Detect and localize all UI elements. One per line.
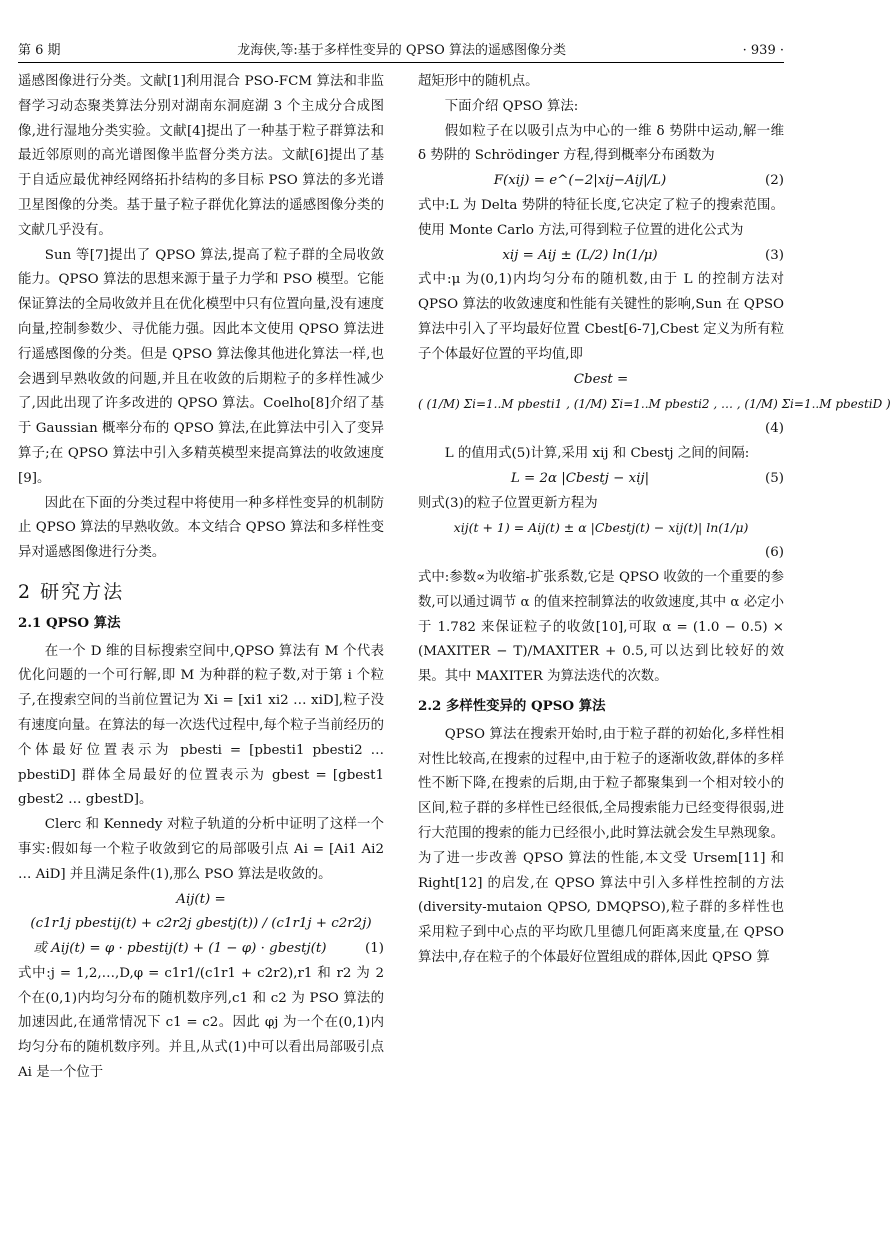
- paragraph: 式中:L 为 Delta 势阱的特征长度,它决定了粒子的搜索范围。使用 Monte Carlo 方法,可得到粒子位置的进化公式为: [418, 197, 784, 238]
- equation-number: (5): [765, 470, 784, 486]
- paragraph: L 的值用式(5)计算,采用 xij 和 Cbestj 之间的间隔:: [444, 445, 750, 461]
- equation-body: F(xij) = e^(−2|xij−Aij|/L): [493, 173, 667, 189]
- paragraph: 式中:j = 1,2,…,D,φ = c1r1/(c1r1 + c2r2),r1 和 r2 为 2 个在(0,1)内均匀分布的随机数序列,c1 和 c2 为 PSO 算法的加速因此,在通常情况下 c1 = c2。因此 φj 为一个在(0,1)内均匀分布的随机数序列。并且,从式(1)中可以看出局部吸引点 Ai 是一个位于: [18, 965, 384, 1081]
- paragraph: 在一个 D 维的目标搜索空间中,QPSO 算法有 M 个代表优化问题的一个可行解,即 M 为种群的粒子数,对于第 i 个粒子,在搜索空间的当前位置记为 Xi = [xi1 xi2 … xiD],粒子没有速度向量。在算法的每一次迭代过程中,每个粒子当前经历的个体最好位置表示为 pbesti = [pbesti1 pbesti2 … pbestiD] 群体全局最好的位置表示为 gbest = [gbest1 gbest2 … gbestD]。: [18, 643, 384, 808]
- paragraph: 下面介绍 QPSO 算法:: [444, 98, 579, 114]
- right-column: [418, 70, 891, 971]
- equation-1-line-2: (c1r1j pbestij(t) + c2r2j gbestj(t)) / (c1r1j + c2r2j): [30, 916, 372, 932]
- page-number: · 939 ·: [742, 43, 784, 58]
- paragraph: 遥感图像进行分类。文献[1]利用混合 PSO-FCM 算法和非监督学习动态聚类算法分别对湖南东洞庭湖 3 个主成分合成图像,进行湿地分类实验。文献[4]提出了一种基于粒子群算法和最近邻原则的高光谱图像半监督分类方法。文献[6]提出了基于自适应最优神经网络拓扑结构的多目标 PSO 算法的多光谱卫星图像的分类。基于量子粒子群优化算法的遥感图像分类的文献几乎没有。: [18, 74, 384, 238]
- equation-number: (3): [765, 247, 784, 263]
- equation-5: [418, 467, 784, 492]
- paragraph: 超矩形中的随机点。: [418, 74, 539, 89]
- equation-body: L = 2α |Cbestj − xij|: [510, 470, 650, 486]
- paragraph: QPSO 算法在搜索开始时,由于粒子群的初始化,多样性相对性比较高,在搜索的过程中,由于粒子的逐渐收敛,群体的多样性不断下降,在搜索的后期,由于粒子都聚集到一个相对较小的区间,粒子群的多样性已经很低,全局搜索能力已经变得很弱,进行大范围的搜索的能力已经很小,此时算法就会发生早熟现象。为了进一步改善 QPSO 算法的性能,本文受 Ursem[11] 和 Right[12] 的启发,在 QPSO 算法中引入多样性控制的方法(diversity-mutaion QPSO, DMQPSO),粒子群的多样性也采用粒子到中心点的平均欧几里德几何距离来度量,在 QPSO 算法中,存在粒子的个体最好位置组成的群体,因此 QPSO 算: [418, 726, 784, 965]
- equation-number: (6): [765, 545, 784, 561]
- equation-2: [418, 169, 784, 194]
- equation-number: (2): [765, 173, 784, 189]
- subsection-heading: 2.2 多样性变异的 QPSO 算法: [418, 697, 606, 714]
- left-column: [18, 70, 384, 1086]
- paragraph: 式中:参数∝为收缩-扩张系数,它是 QPSO 收敛的一个重要的参数,可以通过调节 α 的值来控制算法的收敛速度,其中 α 必定小于 1.782 来保证粒子的收敛[10],可取 α = (1.0 − 0.5) × (MAXITER − T)/MAXITER + 0.5,可以达到比较好的效果。其中 MAXITER 为算法迭代的次数。: [418, 569, 784, 685]
- section-heading: 2 研究方法: [18, 580, 125, 603]
- equation-4-line-2: ( (1/M) Σi=1..M pbesti1 , (1/M) Σi=1..M pbesti2 , … , (1/M) Σi=1..M pbestiD ): [418, 397, 891, 412]
- equation-1-line-1: Aij(t) =: [176, 891, 226, 907]
- equation-4-line-1: Cbest =: [573, 371, 629, 387]
- paragraph: Sun 等[7]提出了 QPSO 算法,提高了粒子群的全局收敛能力。QPSO 算法的思想来源于量子力学和 PSO 模型。它能保证算法的全局收敛并且在优化模型中只有位置向量,没有速度向量,控制参数少、寻优能力强。因此本文使用 QPSO 算法进行遥感图像的分类。但是 QPSO 算法像其他进化算法一样,也会遇到早熟收敛的问题,并且在收敛的后期粒子的多样性减少了,因此出现了许多改进的 QPSO 算法。Coelho[8]介绍了基于 Gaussian 概率分布的 QPSO 算法,在此算法中引入了变异算子;在 QPSO 算法中引入多精英模型来提高算法的收敛速度[9]。: [18, 247, 384, 486]
- equation-3: [418, 244, 784, 269]
- issue-number: 第 6 期: [18, 43, 61, 58]
- running-title: 龙海侠,等:基于多样性变异的 QPSO 算法的遥感图像分类: [237, 43, 566, 58]
- running-header: [18, 34, 784, 63]
- equation-body: xij = Aij ± (L/2) ln(1/μ): [502, 247, 658, 263]
- paragraph: 式中:μ 为(0,1)内均匀分布的随机数,由于 L 的控制方法对 QPSO 算法的收敛速度和性能有关键性的影响,Sun 在 QPSO 算法中引入了平均最好位置 Cbest[6-7],Cbest 定义为所有粒子个体最好位置的平均值,即: [418, 272, 784, 362]
- paragraph: 则式(3)的粒子位置更新方程为: [418, 495, 598, 511]
- equation-number: (4): [765, 421, 784, 437]
- paragraph: 假如粒子在以吸引点为中心的一维 δ 势阱中运动,解一维 δ 势阱的 Schrödinger 方程,得到概率分布函数为: [418, 123, 784, 164]
- equation-number: (1): [365, 941, 384, 957]
- paragraph: 因此在下面的分类过程中将使用一种多样性变异的机制防止 QPSO 算法的早熟收敛。本文结合 QPSO 算法和多样性变异对遥感图像进行分类。: [18, 495, 384, 561]
- subsection-heading: 2.1 QPSO 算法: [18, 614, 121, 631]
- paragraph: Clerc 和 Kennedy 对粒子轨道的分析中证明了这样一个事实:假如每一个粒子收敛到它的局部吸引点 Ai = [Ai1 Ai2 … AiD] 并且满足条件(1),那么 PSO 算法是收敛的。: [18, 817, 384, 882]
- equation-1-line-3: [18, 937, 384, 962]
- equation-6: xij(t + 1) = Aij(t) ± α |Cbestj(t) − xij(t)| ln(1/μ): [453, 520, 749, 536]
- equation-body: 或 Aij(t) = φ · pbestij(t) + (1 − φ) · gbestj(t): [33, 941, 327, 957]
